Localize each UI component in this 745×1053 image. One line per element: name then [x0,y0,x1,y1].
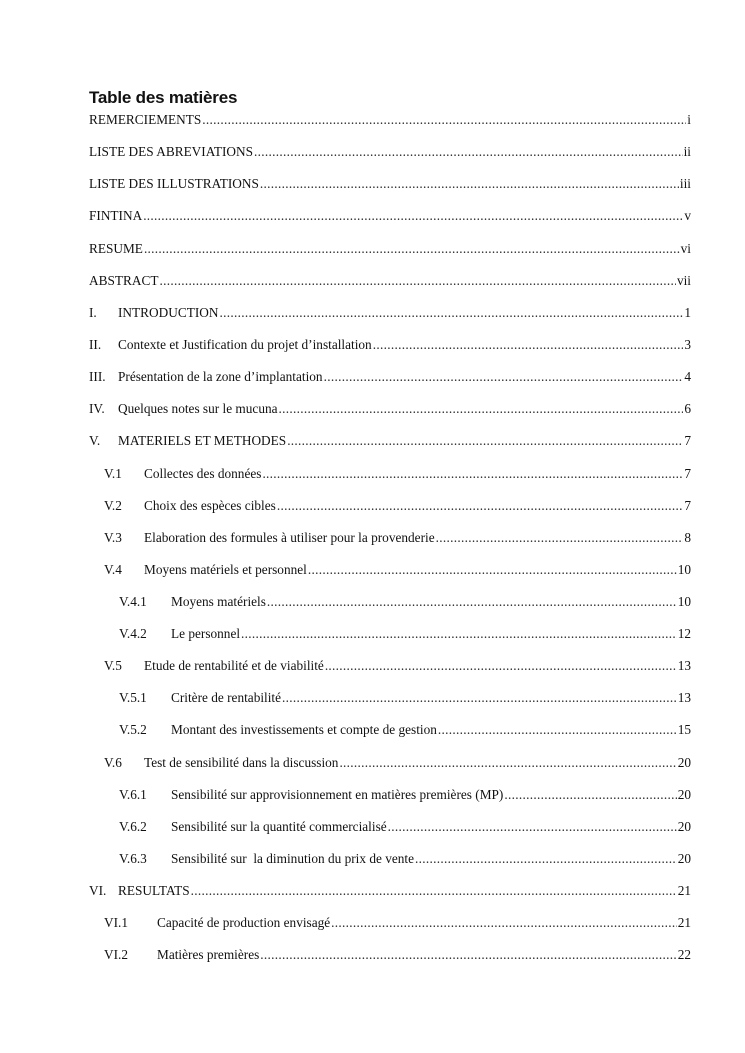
toc-entry[interactable] [119,689,691,707]
toc-entry-number: VI. [89,883,107,898]
toc-entry[interactable] [119,721,691,739]
toc-entry[interactable] [119,850,691,868]
dot-leader [260,946,676,964]
toc-entry[interactable] [89,368,691,386]
toc-entry[interactable] [89,432,691,450]
dot-leader [267,593,677,611]
toc-entry-number: V.5.1 [119,690,147,705]
dot-leader [325,657,677,675]
toc-entry[interactable] [89,207,691,225]
toc-entry[interactable] [89,272,691,290]
toc-entry-label: Moyens matériels et personnel [144,562,307,577]
dot-leader [504,786,676,804]
dot-leader [436,529,684,547]
toc-entry-page: 20 [677,819,691,834]
dot-leader [279,400,684,418]
toc-entry-page: 21 [677,915,691,930]
dot-leader [287,432,683,450]
toc-entry-label: Le personnel [171,626,241,641]
toc-entry-label: RESULTATS [118,883,190,898]
toc-entry-page: ii [683,144,691,159]
toc-entry-label: Collectes des données [144,466,262,481]
toc-entry-label: Elaboration des formules à utiliser pour la provenderie [144,530,435,545]
toc-entry[interactable] [119,625,691,643]
toc-entry[interactable] [89,400,691,418]
toc-entry-label: Test de sensibilité dans la discussion [144,755,339,770]
toc-entry[interactable] [104,465,691,483]
dot-leader [277,497,684,515]
toc-entry-number: V.2 [104,498,122,513]
toc-entry-label: Moyens matériels [171,594,266,609]
toc-entry-page: 21 [677,883,691,898]
dot-leader [191,882,677,900]
toc-entry[interactable] [104,914,691,932]
dot-leader [415,850,677,868]
toc-entry[interactable] [104,497,691,515]
toc-entry-page: 6 [684,401,691,416]
toc-entry-number: V.5 [104,658,122,673]
toc-entry-number: I. [89,305,97,320]
dot-leader [282,689,677,707]
dot-leader [388,818,677,836]
toc-entry-page: 20 [677,787,691,802]
toc-entry-page: vii [676,273,691,288]
toc-entry[interactable] [104,657,691,675]
dot-leader [438,721,677,739]
toc-entry-label: Etude de rentabilité et de viabilité [144,658,324,673]
toc-entry-label: Choix des espèces cibles [144,498,276,513]
toc-entry[interactable] [89,175,691,193]
toc-entry[interactable] [89,111,691,129]
toc-entry-number: III. [89,369,106,384]
toc-entry[interactable] [89,882,691,900]
toc-entry-number: V.4.1 [119,594,147,609]
toc-entry-label: LISTE DES ILLUSTRATIONS [89,176,259,191]
toc-entry-page: 3 [684,337,691,352]
toc-entry-label: ABSTRACT [89,273,159,288]
toc-entry-label: Contexte et Justification du projet d’installation [118,337,372,352]
dot-leader [254,143,683,161]
toc-entry-page: 20 [677,755,691,770]
toc-entry[interactable] [104,754,691,772]
toc-entry[interactable] [104,529,691,547]
dot-leader [324,368,684,386]
toc-entry-page: 1 [684,305,691,320]
toc-entry-label: INTRODUCTION [118,305,219,320]
toc-entry-page: v [684,208,691,223]
toc-entry-number: V.6 [104,755,122,770]
toc-entry-label: Sensibilité sur la diminution du prix de vente [171,851,415,866]
dot-leader [308,561,677,579]
dot-leader [262,465,683,483]
toc-entry[interactable] [104,946,691,964]
toc-entry-number: IV. [89,401,105,416]
toc-entry-number: V.6.2 [119,819,147,834]
toc-entry-number: V.4 [104,562,122,577]
toc-entry-page: 8 [684,530,691,545]
toc-entry-page: 12 [677,626,691,641]
toc-entry[interactable] [89,304,691,322]
toc-entry-number: VI.1 [104,915,129,930]
toc-entry-label: LISTE DES ABREVIATIONS [89,144,253,159]
toc-entry-page: 13 [677,658,691,673]
toc-entry-label: Quelques notes sur le mucuna [118,401,278,416]
toc-entry-label: Sensibilité sur la quantité commercialisé [171,819,387,834]
toc-entry-page: 13 [677,690,691,705]
toc-entry-number: V.3 [104,530,122,545]
toc-entry-number: V. [89,433,101,448]
toc-entry-label: Capacité de production envisagé [157,915,331,930]
toc-entry-number: V.4.2 [119,626,147,641]
toc-entry-page: 22 [677,947,691,962]
toc-entry-page: iii [679,176,691,191]
toc-entry[interactable] [119,593,691,611]
toc-entry-page: 20 [677,851,691,866]
dot-leader [241,625,677,643]
toc-entry-page: 10 [677,594,691,609]
toc-entry-page: 15 [677,722,691,737]
toc-entry[interactable] [119,786,691,804]
toc-entry-number: V.1 [104,466,122,481]
page-title: Table des matières [89,88,238,107]
dot-leader [144,240,680,258]
toc-entry-page: 7 [684,498,691,513]
toc-entry-number: VI.2 [104,947,129,962]
toc-entry[interactable] [89,143,691,161]
toc-entry-label: Montant des investissements et compte de gestion [171,722,437,737]
dot-leader [159,272,676,290]
toc-entry[interactable] [104,561,691,579]
dot-leader [260,175,679,193]
toc-entry-page: 7 [684,433,691,448]
toc-entry-page: vi [680,241,691,256]
dot-leader [202,111,686,129]
toc-entry-page: 4 [684,369,691,384]
toc-entry-label: Matières premières [157,947,260,962]
dot-leader [339,754,676,772]
toc-entry-number: V.6.3 [119,851,147,866]
toc-entry[interactable] [89,336,691,354]
toc-entry-label: REMERCIEMENTS [89,112,202,127]
toc-entry-label: FINTINA [89,208,143,223]
toc-entry-label: Présentation de la zone d’implantation [118,369,323,384]
dot-leader [331,914,677,932]
toc-entry-label: RESUME [89,241,143,256]
toc-entry-page: 7 [684,466,691,481]
dot-leader [143,207,683,225]
toc-entry-number: V.6.1 [119,787,147,802]
dot-leader [219,304,683,322]
dot-leader [373,336,684,354]
toc-entry[interactable] [119,818,691,836]
toc-entry-page: i [687,112,691,127]
toc-entry-page: 10 [677,562,691,577]
toc-entry[interactable] [89,240,691,258]
toc-entry-label: MATERIELS ET METHODES [118,433,287,448]
toc-entry-label: Sensibilité sur approvisionnement en matières premières (MP) [171,787,504,802]
toc-entry-number: V.5.2 [119,722,147,737]
toc-entry-label: Critère de rentabilité [171,690,282,705]
toc-entry-number: II. [89,337,102,352]
